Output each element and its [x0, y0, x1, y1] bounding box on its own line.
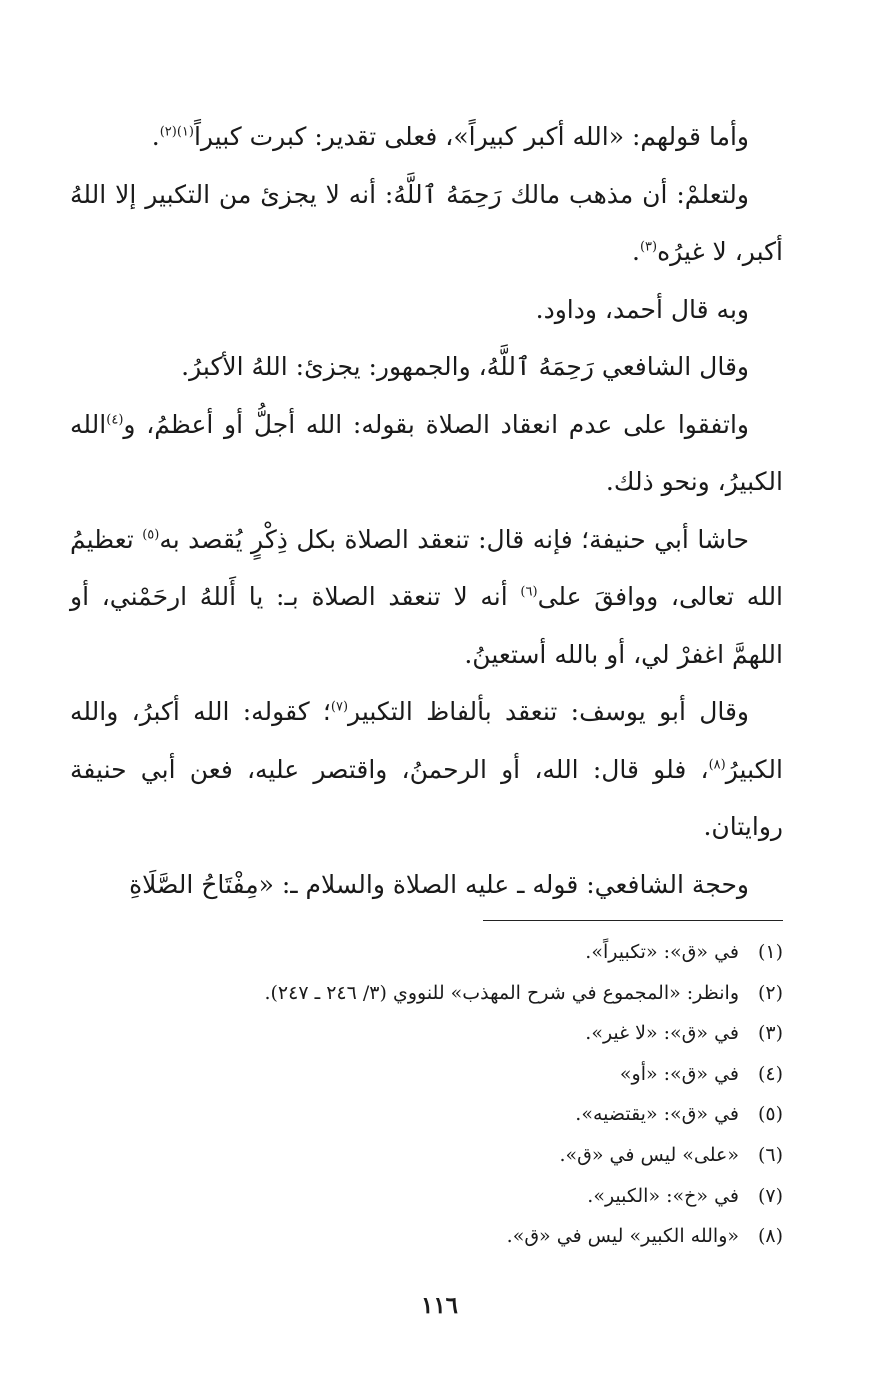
footnote-number: (٨) [757, 1225, 783, 1248]
footnote-ref: (٧) [330, 699, 349, 715]
paragraph-7-text-b: ؛ كقوله: الله أكبرُ، والله الكبيرُ [70, 697, 783, 784]
paragraph-5-text-a: واتفقوا على عدم انعقاد الصلاة بقوله: الله أجلُّ أو أعظمُ، و [123, 409, 749, 439]
main-text [70, 108, 783, 913]
footnote-4 [83, 1054, 783, 1095]
footnote-text: وانظر: «المجموع في شرح المهذب» للنووي (٣/ ٢٤٦ ـ ٢٤٧). [264, 981, 739, 1004]
paragraph-4: وقال الشافعي رَحِمَهُ ٱللَّهُ، والجمهور: يجزئ: اللهُ الأكبرُ. [181, 352, 749, 381]
footnote-text: «والله الكبير» ليس في «ق». [506, 1225, 739, 1248]
footnote-6 [83, 1135, 783, 1176]
footnote-text: في «ق»: «يقتضيه». [575, 1103, 739, 1126]
footnote-text: في «ق»: «أو» [619, 1062, 739, 1085]
footnote-ref: (٤) [106, 412, 124, 428]
paragraph-1-end: . [151, 122, 160, 151]
footnote-text: في «ق»: «لا غير». [585, 1022, 739, 1045]
footnote-2 [83, 973, 783, 1014]
paragraph-2 [70, 166, 783, 281]
paragraph-1-text: وأما قولهم: «الله أكبر كبيراً»، فعلى تقدير: كبرت كبيراً [193, 122, 749, 151]
footnote-7 [83, 1176, 783, 1217]
footnote-ref: (٥) [142, 527, 160, 543]
paragraph-7-text-a: وقال أبو يوسف: تنعقد بألفاظ التكبير [348, 697, 750, 726]
footnote-number: (٦) [757, 1143, 783, 1166]
paragraph-5-text-b: الله الكبيرُ، ونحو ذلك. [70, 409, 783, 496]
paragraph-7 [70, 683, 783, 856]
footnote-rule [483, 920, 783, 921]
paragraph-6-text-a: حاشا أبي حنيفة؛ فإنه قال: تنعقد الصلاة بكل ذِكْرٍ يُقصد به [159, 524, 749, 554]
footnote-1 [83, 932, 783, 973]
page-number: ١١٦ [420, 1292, 459, 1319]
footnote-ref: (٨) [708, 757, 726, 773]
paragraph-3: وبه قال أحمد، وداود. [535, 294, 749, 324]
paragraph-6 [70, 511, 783, 684]
footnote-separator [483, 920, 783, 921]
footnote-text: في «ق»: «تكبيراً». [585, 941, 739, 963]
footnote-number: (١) [757, 941, 783, 963]
footnote-list [83, 932, 783, 1257]
footnote-number: (٢) [757, 981, 783, 1004]
footnote-text: في «خ»: «الكبير». [587, 1184, 739, 1207]
footnote-number: (٥) [757, 1103, 783, 1126]
footnote-number: (٤) [757, 1062, 783, 1085]
footnote-ref: (٦) [520, 584, 538, 600]
footnote-text: «على» ليس في «ق». [559, 1143, 739, 1166]
paragraph-2-end: . [631, 237, 640, 266]
paragraph-5 [70, 396, 783, 511]
page-body [70, 108, 783, 913]
footnote-number: (٣) [757, 1022, 783, 1045]
footnote-number: (٧) [757, 1184, 783, 1207]
paragraph-6-text-b: تعظيمُ الله تعالى، ووافقَ على [70, 524, 784, 611]
paragraph-7-text-c: ، فلو قال: الله، أو الرحمنُ، واقتصر عليه، فعن أبي حنيفة روايتان. [70, 754, 783, 841]
footnote-ref: (٣) [639, 239, 658, 255]
footnote-8 [83, 1216, 783, 1257]
paragraph-8: وحجة الشافعي: قوله ـ عليه الصلاة والسلام ـ: «مِفْتَاحُ الصَّلَاةِ [129, 869, 749, 899]
footnote-3 [83, 1013, 783, 1054]
paragraph-1 [70, 108, 783, 166]
paragraph-6-text-c: أنه لا تنعقد الصلاة بـ: يا أَللهُ ارحَمْني، أو اللهمَّ اغفرْ لي، أو بالله أستعينُ. [70, 582, 783, 669]
footnote-5 [83, 1094, 783, 1135]
footnote-ref: (١)(٢) [159, 124, 194, 140]
paragraph-2-text: ولتعلمْ: أن مذهب مالك رَحِمَهُ ٱللَّهُ: أنه لا يجزئ من التكبير إلا اللهُ أكبر، لا غيرُه [70, 179, 783, 266]
